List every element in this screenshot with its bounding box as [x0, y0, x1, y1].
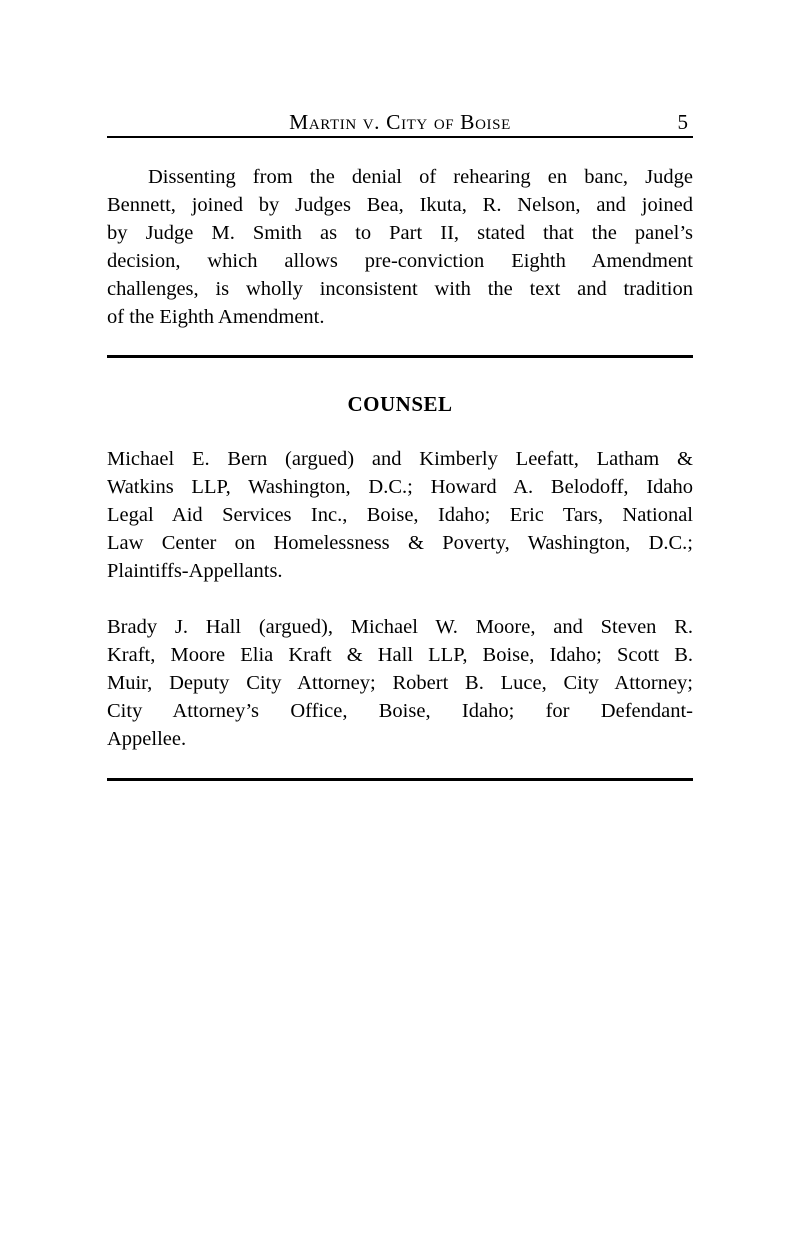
text-line: Plaintiffs-Appellants.	[107, 560, 283, 582]
text-line: challenges, is wholly inconsistent with the text and tradition	[107, 278, 693, 300]
section-divider-rule	[107, 355, 693, 358]
text-line: by Judge M. Smith as to Part II, stated that the panel’s	[107, 222, 693, 244]
counsel-paragraph-appellee	[107, 613, 693, 753]
text-line: Muir, Deputy City Attorney; Robert B. Luce, City Attorney;	[107, 672, 693, 694]
text-line: Dissenting from the denial of rehearing en banc, Judge	[148, 166, 693, 188]
text-line: Kraft, Moore Elia Kraft & Hall LLP, Boise, Idaho; Scott B.	[107, 644, 693, 666]
text-line: Legal Aid Services Inc., Boise, Idaho; Eric Tars, National	[107, 504, 693, 526]
page-number: 5	[677, 110, 688, 134]
text-line: of the Eighth Amendment.	[107, 306, 325, 328]
text-line: Law Center on Homelessness & Poverty, Washington, D.C.;	[107, 532, 693, 554]
dissent-paragraph	[107, 163, 693, 331]
header-rule	[107, 136, 693, 138]
counsel-heading: COUNSEL	[347, 392, 453, 416]
running-header	[107, 109, 693, 135]
counsel-paragraph-appellants	[107, 445, 693, 585]
text-line: Michael E. Bern (argued) and Kimberly Leefatt, Latham &	[107, 448, 693, 470]
text-line: Brady J. Hall (argued), Michael W. Moore, and Steven R.	[107, 616, 693, 638]
text-line: Bennett, joined by Judges Bea, Ikuta, R. Nelson, and joined	[107, 194, 693, 216]
text-line: decision, which allows pre-conviction Eighth Amendment	[107, 250, 693, 272]
text-line: Watkins LLP, Washington, D.C.; Howard A. Belodoff, Idaho	[107, 476, 693, 498]
text-line: City Attorney’s Office, Boise, Idaho; for Defendant-	[107, 700, 693, 722]
text-line: Appellee.	[107, 728, 187, 750]
case-title: Martin v. City of Boise	[289, 110, 511, 134]
closing-rule	[107, 778, 693, 781]
